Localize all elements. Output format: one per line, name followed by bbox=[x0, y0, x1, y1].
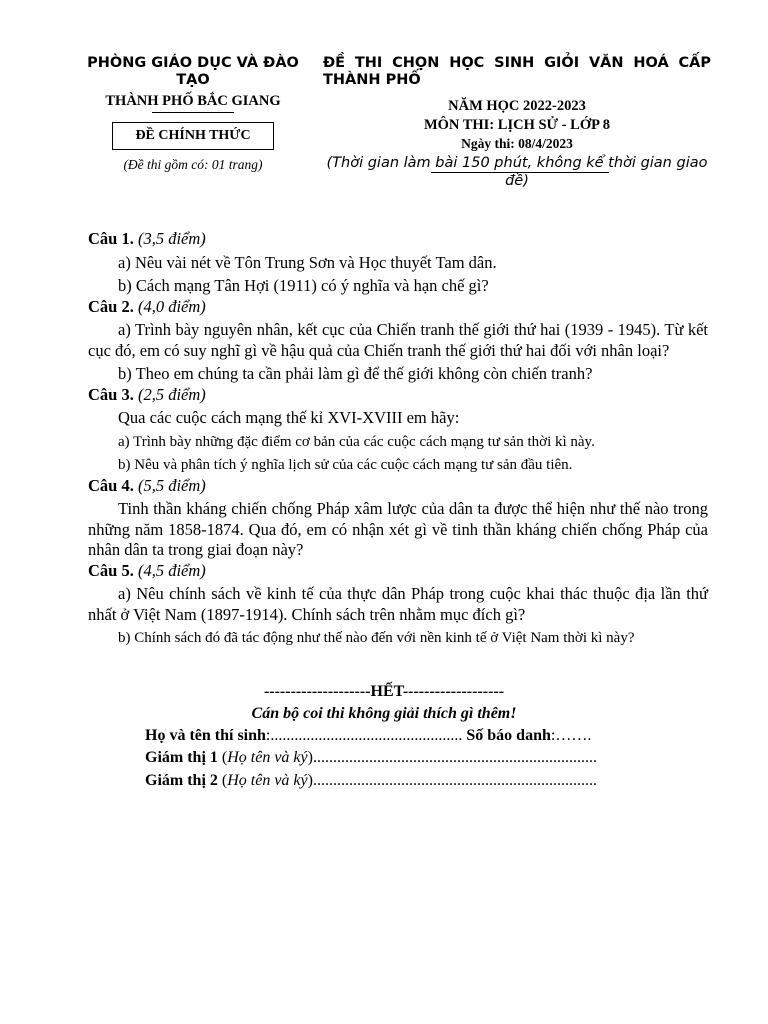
question-part: b) Chính sách đó đã tác động như thế nào đến với nền kinh tế ở Việt Nam thời kì này? bbox=[118, 630, 635, 646]
question-part: a) Trình bày nguyên nhân, kết cục của Chiến tranh thế giới thứ hai (1939 - 1945). Từ kết cục đó, em có suy nghĩ gì về hậu quả của Chiến tranh thế giới thứ hai đối với nhân loại? bbox=[88, 320, 708, 360]
question-heading bbox=[88, 476, 708, 497]
sign-hint: Họ tên và ký bbox=[227, 772, 308, 789]
question-heading bbox=[88, 297, 708, 318]
paren: ( bbox=[217, 749, 228, 766]
question-part: b) Theo em chúng ta cần phải làm gì để thế giới không còn chiến tranh? bbox=[118, 364, 593, 383]
city-name: THÀNH PHỐ BẮC GIANG bbox=[105, 93, 281, 109]
sign-hint: Họ tên và ký bbox=[227, 749, 308, 766]
question-part: Tinh thần kháng chiến chống Pháp xâm lược của dân ta được thể hiện như thế nào trong những năm 1858-1874. Qua đó, em có nhận xét gì về tinh thần kháng chiến chống Pháp của nhân dân ta trong giai đoạn này? bbox=[88, 499, 708, 559]
question-heading bbox=[88, 561, 708, 582]
divider bbox=[152, 112, 234, 113]
question-points: (4,0 điểm) bbox=[137, 296, 206, 316]
time-note bbox=[323, 154, 711, 190]
header-left bbox=[80, 55, 306, 173]
question-part: Qua các cuộc cách mạng thế kỉ XVI-XVIII em hãy: bbox=[118, 408, 460, 427]
paren: ) bbox=[307, 749, 313, 766]
question-part: a) Nêu chính sách về kinh tế của thực dân Pháp trong cuộc khai thác thuộc địa lần thứ nhất ở Việt Nam (1897-1914). Chính sách trên nhằm mục đích gì? bbox=[88, 584, 708, 624]
header-right bbox=[323, 55, 711, 190]
exam-subject: MÔN THI: LỊCH SỬ - LỚP 8 bbox=[423, 117, 611, 133]
question-label: Câu 3. bbox=[88, 384, 134, 404]
end-mark: --------------------HẾT------------------- bbox=[263, 683, 505, 700]
sign-dots: ....................................................................... bbox=[312, 772, 597, 789]
question-part: b) Nêu và phân tích ý nghĩa lịch sử của các cuộc cách mạng tư sản đầu tiên. bbox=[118, 457, 573, 473]
exam-date: Ngày thi: 08/4/2023 bbox=[461, 136, 573, 151]
question-label: Câu 5. bbox=[88, 560, 134, 580]
proctor-note: Cán bộ coi thi không giải thích gì thêm! bbox=[251, 705, 517, 722]
question-label: Câu 4. bbox=[88, 475, 134, 495]
question-heading bbox=[88, 385, 708, 406]
question-label: Câu 2. bbox=[88, 296, 134, 316]
id-label: Số báo danh bbox=[466, 727, 551, 744]
school-year: NĂM HỌC 2022-2023 bbox=[448, 98, 586, 114]
proctor-1-line bbox=[145, 749, 597, 767]
question-part: b) Cách mạng Tân Hợi (1911) có ý nghĩa và hạn chế gì? bbox=[118, 276, 489, 295]
question-points: (3,5 điểm) bbox=[137, 229, 206, 248]
page-count-note: (Đề thi gồm có: 01 trang) bbox=[123, 157, 263, 172]
question-part: a) Trình bày những đặc điểm cơ bản của các cuộc cách mạng tư sản thời kì này. bbox=[118, 433, 595, 450]
proctor-1-label: Giám thị 1 bbox=[145, 749, 218, 766]
official-exam-badge: ĐỀ CHÍNH THỨC bbox=[112, 122, 273, 150]
department-name: PHÒNG GIÁO DỤC VÀ ĐÀO TẠO bbox=[87, 55, 299, 88]
exam-title: ĐỀ THI CHỌN HỌC SINH GIỎI VĂN HOÁ CẤP THÀNH PHỐ bbox=[323, 55, 711, 88]
question-points: (5,5 điểm) bbox=[137, 475, 206, 495]
sign-dots: ....................................................................... bbox=[312, 749, 597, 766]
question-heading bbox=[88, 229, 708, 250]
time-note-text: (Thời gian làm bài 150 phút, không kể thời gian giao đề) bbox=[326, 155, 708, 189]
question-list bbox=[88, 229, 708, 649]
paren: ) bbox=[307, 772, 313, 789]
id-dots: :……. bbox=[550, 727, 592, 744]
candidate-dots: :................................................ bbox=[265, 727, 463, 744]
question-points: (4,5 điểm) bbox=[137, 560, 206, 580]
question-points: (2,5 điểm) bbox=[137, 384, 206, 404]
question-label: Câu 1. bbox=[88, 229, 134, 248]
proctor-2-line bbox=[145, 772, 597, 790]
candidate-line bbox=[145, 727, 591, 745]
divider bbox=[431, 172, 609, 173]
paren: ( bbox=[217, 772, 228, 789]
proctor-2-label: Giám thị 2 bbox=[145, 772, 218, 789]
question-part: a) Nêu vài nét về Tôn Trung Sơn và Học thuyết Tam dân. bbox=[118, 252, 497, 272]
candidate-label: Họ và tên thí sinh bbox=[145, 727, 266, 744]
